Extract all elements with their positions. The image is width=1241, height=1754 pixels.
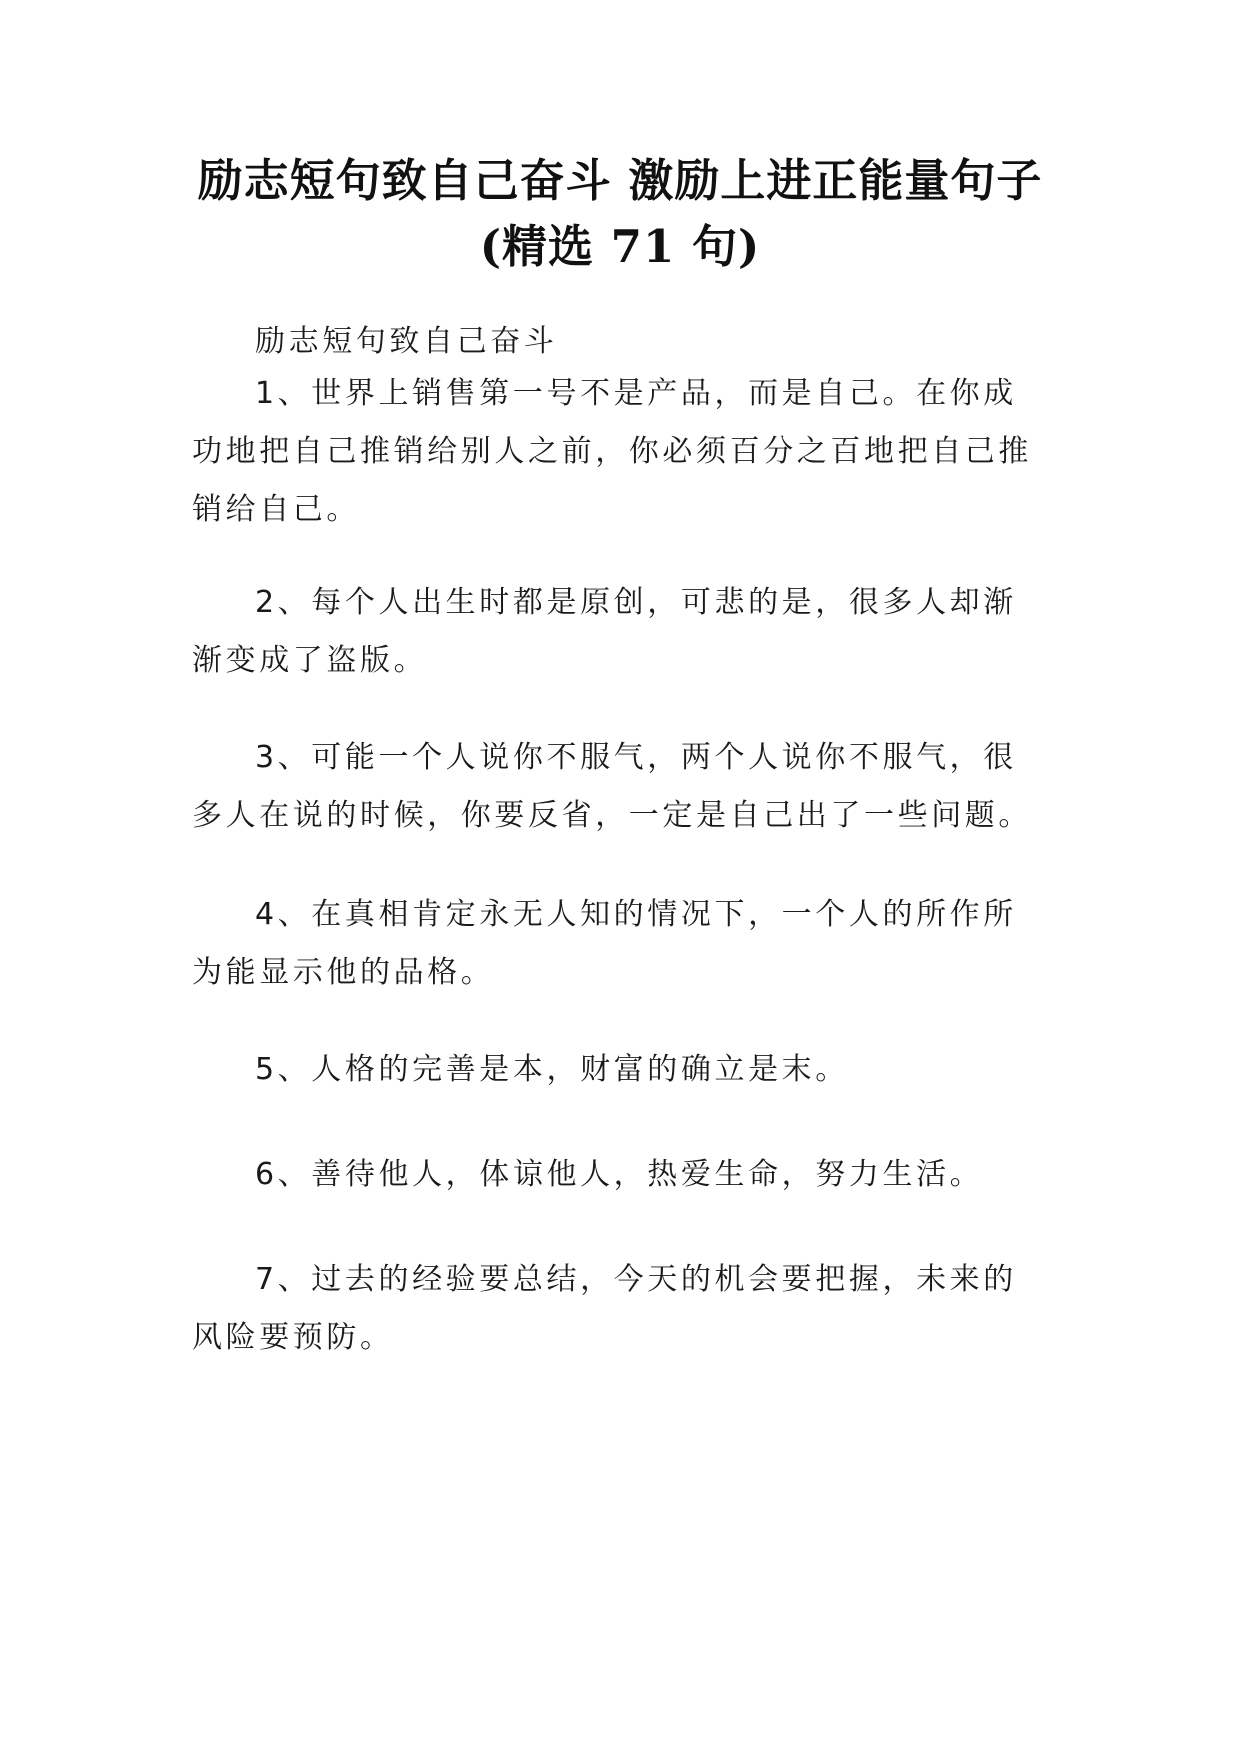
- list-item: 7、过去的经验要总结，今天的机会要把握，未来的风险要预防。: [192, 1262, 1017, 1355]
- list-item: 5、人格的完善是本，财富的确立是末。: [255, 1052, 849, 1087]
- document-title: [120, 148, 1120, 280]
- list-item: 2、每个人出生时都是原创，可悲的是，很多人却渐渐变成了盗版。: [192, 585, 1017, 678]
- title-line-1: 励志短句致自己奋斗 激励上进正能量句子: [197, 154, 1043, 207]
- list-item: 3、可能一个人说你不服气，两个人说你不服气，很多人在说的时候，你要反省，一定是自己出了一些问题。: [192, 740, 1032, 833]
- list-item: 4、在真相肯定永无人知的情况下，一个人的所作所为能显示他的品格。: [192, 897, 1017, 990]
- title-line-2: (精选 71 句): [479, 220, 761, 273]
- list-item: 1、世界上销售第一号不是产品，而是自己。在你成功地把自己推销给别人之前，你必须百分之百地把自己推销给自己。: [192, 376, 1032, 527]
- list-item: 6、善待他人，体谅他人，热爱生命，努力生活。: [255, 1157, 984, 1192]
- section-heading: 励志短句致自己奋斗: [255, 324, 558, 359]
